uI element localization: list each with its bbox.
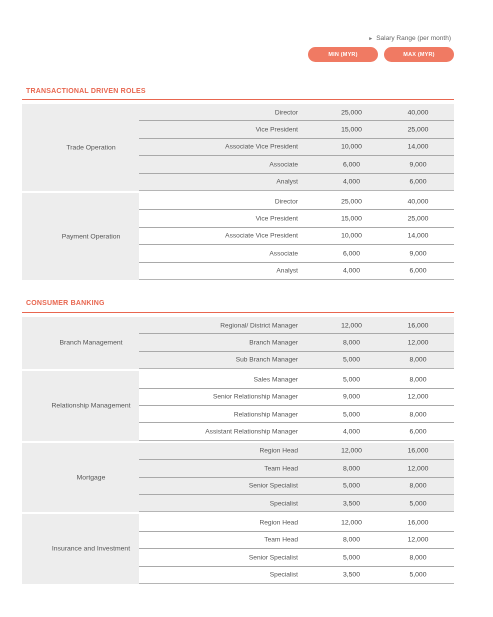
role-title: Sales Manager (253, 376, 298, 384)
max-salary: 9,000 (409, 250, 427, 258)
salary-range-note (368, 35, 451, 42)
min-salary: 5,000 (342, 356, 360, 364)
max-salary: 16,000 (407, 447, 429, 455)
max-salary: 6,000 (409, 178, 427, 186)
table-row (139, 406, 454, 423)
max-salary: 12,000 (407, 536, 429, 544)
table-row (139, 121, 454, 138)
max-salary: 40,000 (407, 109, 429, 117)
table-row (139, 389, 454, 406)
table-row (139, 193, 454, 210)
role-title: Associate (269, 250, 298, 258)
table-row (139, 478, 454, 495)
role-title: Regional/ District Manager (220, 322, 298, 330)
max-salary: 6,000 (409, 267, 427, 275)
min-salary: 6,000 (342, 161, 360, 169)
table-row (139, 139, 454, 156)
max-salary: 12,000 (407, 393, 429, 401)
table-row (139, 104, 454, 121)
table-row (139, 567, 454, 584)
min-salary: 3,500 (342, 571, 360, 579)
table-row (139, 549, 454, 566)
role-title: Assistant Relationship Manager (205, 428, 298, 436)
table-row (139, 156, 454, 173)
min-salary: 8,000 (342, 339, 360, 347)
column-header-pills (308, 47, 454, 62)
max-salary: 5,000 (409, 500, 427, 508)
group-name: Branch Management (59, 339, 123, 347)
role-title: Director (274, 198, 298, 206)
min-salary: 8,000 (342, 465, 360, 473)
role-title: Senior Specialist (248, 554, 298, 562)
min-salary: 15,000 (341, 215, 362, 223)
group-name: Trade Operation (66, 144, 116, 151)
row-divider (139, 511, 454, 512)
row-divider (139, 190, 454, 191)
max-salary: 5,000 (409, 571, 427, 579)
role-title: Specialist (269, 500, 298, 508)
min-salary: 4,000 (342, 428, 360, 436)
role-title: Sub Branch Manager (235, 356, 298, 364)
role-title: Associate Vice President (225, 143, 298, 151)
max-salary: 25,000 (407, 126, 429, 134)
min-salary: 15,000 (341, 126, 362, 134)
min-salary: 4,000 (342, 178, 360, 186)
row-divider (139, 583, 454, 584)
role-title: Team Head (264, 536, 298, 544)
row-divider (139, 279, 454, 280)
min-salary: 5,000 (342, 376, 360, 384)
role-group (22, 514, 454, 584)
salary-range-label: Salary Range (per month) (376, 35, 451, 42)
min-salary: 12,000 (341, 519, 362, 527)
min-salary: 12,000 (341, 447, 362, 455)
max-salary: 25,000 (407, 215, 429, 223)
role-title: Director (274, 109, 298, 117)
section-title: TRANSACTIONAL DRIVEN ROLES (26, 88, 146, 95)
group-name: Payment Operation (61, 233, 121, 240)
group-name: Mortgage (76, 474, 106, 482)
table-row (139, 460, 454, 477)
max-salary: 8,000 (409, 411, 427, 419)
group-name: Relationship Management (51, 402, 131, 410)
role-title: Region Head (259, 519, 298, 527)
section-divider (22, 99, 454, 100)
max-salary: 16,000 (407, 519, 429, 527)
min-salary: 3,500 (342, 500, 360, 508)
max-salary: 6,000 (409, 428, 427, 436)
row-divider (139, 440, 454, 441)
role-group (22, 193, 454, 280)
table-row (139, 495, 454, 512)
max-salary: 8,000 (409, 376, 427, 384)
min-salary: 5,000 (342, 554, 360, 562)
role-title: Relationship Manager (233, 411, 298, 419)
table-row (139, 352, 454, 369)
role-title: Vice President (255, 215, 298, 223)
role-title: Team Head (264, 465, 298, 473)
min-salary: 12,000 (341, 322, 362, 330)
role-title: Analyst (276, 267, 298, 275)
max-salary: 8,000 (409, 356, 427, 364)
max-myr-header: MAX (MYR) (384, 47, 454, 62)
min-salary: 6,000 (342, 250, 360, 258)
role-group (22, 317, 454, 369)
min-salary: 25,000 (341, 198, 362, 206)
role-title: Region Head (259, 447, 298, 455)
table-row (139, 443, 454, 460)
table-row (139, 371, 454, 388)
min-salary: 10,000 (341, 143, 362, 151)
max-salary: 9,000 (409, 161, 427, 169)
min-myr-header: MIN (MYR) (308, 47, 378, 62)
table-row (139, 210, 454, 227)
min-salary: 10,000 (341, 232, 362, 240)
min-salary: 4,000 (342, 267, 360, 275)
group-name: Insurance and Investment (51, 545, 131, 553)
table-row (139, 334, 454, 351)
row-divider (139, 368, 454, 369)
max-salary: 14,000 (407, 232, 429, 240)
role-group (22, 104, 454, 191)
max-salary: 16,000 (407, 322, 429, 330)
role-title: Associate Vice President (225, 232, 298, 240)
max-salary: 40,000 (407, 198, 429, 206)
max-salary: 8,000 (409, 482, 427, 490)
role-title: Branch Manager (249, 339, 298, 347)
min-salary: 9,000 (342, 393, 360, 401)
role-title: Senior Relationship Manager (212, 393, 298, 401)
max-salary: 12,000 (407, 465, 429, 473)
role-title: Analyst (276, 178, 298, 186)
role-group (22, 443, 454, 513)
role-title: Senior Specialist (248, 482, 298, 490)
table-row (139, 514, 454, 531)
table-row (139, 174, 454, 191)
table-row (139, 532, 454, 549)
min-salary: 8,000 (342, 536, 360, 544)
table-row (139, 228, 454, 245)
max-salary: 14,000 (407, 143, 429, 151)
role-title: Vice President (255, 126, 298, 134)
min-salary: 5,000 (342, 482, 360, 490)
role-group (22, 371, 454, 441)
role-title: Specialist (269, 571, 298, 579)
role-title: Associate (269, 161, 298, 169)
min-salary: 25,000 (341, 109, 362, 117)
section-divider (22, 312, 454, 313)
max-salary: 8,000 (409, 554, 427, 562)
table-row (139, 245, 454, 262)
section-title: CONSUMER BANKING (26, 300, 105, 307)
table-row (139, 317, 454, 334)
min-salary: 5,000 (342, 411, 360, 419)
table-row (139, 423, 454, 440)
arrow-right-icon: ► (368, 35, 374, 42)
table-row (139, 263, 454, 280)
max-salary: 12,000 (407, 339, 429, 347)
